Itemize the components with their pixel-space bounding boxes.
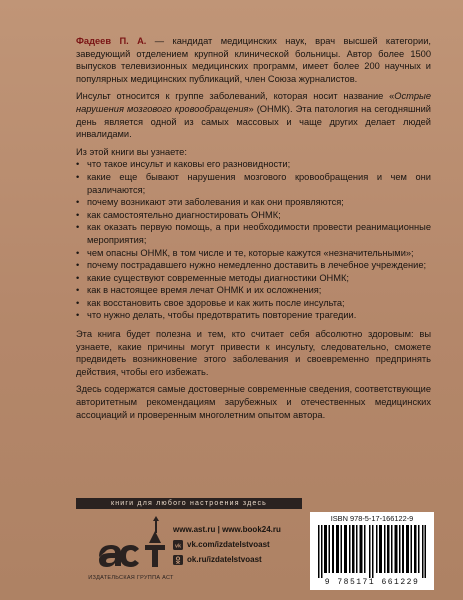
list-item: • почему возникают эти заболевания и как они проявляются; xyxy=(76,196,431,209)
list-item: • что такое инсульт и каковы его разновидности; xyxy=(76,158,431,171)
list-item: • почему пострадавшего нужно немедленно доставить в лечебное учреждение; xyxy=(76,259,431,272)
list-item: • какие существуют современные методы диагностики ОНМК; xyxy=(76,272,431,285)
list-item: • что нужно делать, чтобы предотвратить повторение трагедии. xyxy=(76,309,431,322)
author-paragraph xyxy=(76,35,431,85)
svg-text:vk: vk xyxy=(174,542,182,549)
website-link[interactable] xyxy=(173,522,281,537)
tagline-bar: книги для любого настроения здесь xyxy=(76,498,302,509)
ast-logo-icon xyxy=(91,513,171,573)
barcode-icon xyxy=(318,525,426,578)
isbn-barcode-box xyxy=(310,512,434,590)
usefulness-paragraph: Эта книга будет полезна и тем, кто считает себя абсолютно здоровым: вы узнаете, какие причины могут привести к инсульту, следовательно, сможете предвидеть возникновение этого заболевания и своевременно предпринять действия, чтобы его избежать. xyxy=(76,329,431,377)
list-item: • как самостоятельно диагностировать ОНМК; xyxy=(76,209,431,222)
publisher-name: ИЗДАТЕЛЬСКАЯ ГРУППА АСТ xyxy=(88,575,174,581)
list-item: • какие еще бывают нарушения мозгового кровообращения и чем они различаются; xyxy=(76,171,431,196)
intro-italic-term: Острые нарушения мозгового кровообращения xyxy=(76,91,431,114)
ok-icon xyxy=(173,555,183,565)
list-intro: Из этой книги вы узнаете: xyxy=(76,146,187,157)
intro-paragraph xyxy=(76,90,431,140)
ok-link[interactable] xyxy=(173,552,281,567)
annotation-text xyxy=(76,35,431,426)
website-text[interactable]: www.ast.ru | www.book24.ru xyxy=(173,525,281,534)
author-bio: — кандидат медицинских наук, врач высшей категории, заведующий отделением крупной клинической больницы. Автор более 1500 выпусков телевизионных медицинских программ, имеет более 200 научных и популярных медицинских публикаций, член Союза журналистов. xyxy=(76,36,431,84)
reliability-paragraph: Здесь содержатся самые достоверные современные сведения, соответствующие авторитетным рекомендациям зарубежных и отечественных медицинских ассоциаций и проверенным многолетним опытом автора. xyxy=(76,384,431,420)
list-item: • как восстановить свое здоровье и как жить после инсульта; xyxy=(76,297,431,310)
list-item: • чем опасны ОНМК, в том числе и те, которые кажутся «незначительными»; xyxy=(76,247,431,260)
isbn-number: ISBN 978-5-17-166122-9 xyxy=(330,514,414,523)
list-item: • как оказать первую помощь, а при необходимости провести реанимационные мероприятия; xyxy=(76,221,431,246)
list-item: • как в настоящее время лечат ОНМК и их осложнения; xyxy=(76,284,431,297)
intro-text-2: » (ОНМК). Эта патология на сегодняшний день является одной из самых массовых и чаще других делает людей инвалидами. xyxy=(76,103,431,140)
ok-text[interactable]: ok.ru/izdatelstvoast xyxy=(187,555,262,564)
author-name: Фадеев П. А. xyxy=(76,36,147,46)
vk-text[interactable]: vk.com/izdatelstvoast xyxy=(187,540,270,549)
vk-icon xyxy=(173,540,183,550)
topics-list xyxy=(76,158,431,322)
barcode-digits: 9 785171 661229 xyxy=(324,578,420,587)
vk-link[interactable] xyxy=(173,537,281,552)
intro-text-1: Инсульт относится к группе заболеваний, которая носит название « xyxy=(76,91,395,102)
publisher-contacts xyxy=(173,522,281,567)
